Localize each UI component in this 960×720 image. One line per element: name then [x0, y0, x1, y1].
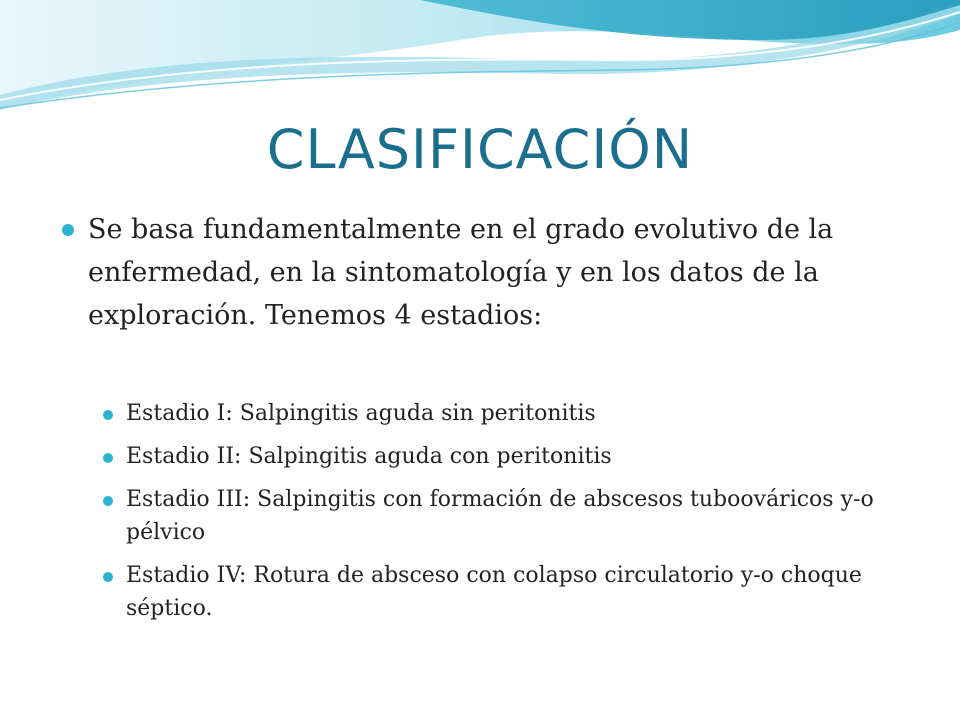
stage-text: Estadio II: Salpingitis aguda con peritonitis: [126, 444, 612, 469]
main-bullet: [60, 208, 910, 337]
bullet-icon: [103, 572, 113, 582]
main-bullet-text: Se basa fundamentalmente en el grado evolutivo de la enfermedad, en la sintomatología y en los datos de la exploración. Tenemos 4 estadios:: [88, 214, 834, 331]
slide-content: [60, 208, 910, 635]
stage-item: [100, 440, 910, 473]
bullet-icon: [103, 496, 113, 506]
bullet-icon: [62, 224, 74, 236]
stage-text: Estadio IV: Rotura de absceso con colapso circulatorio y-o choque séptico.: [126, 563, 862, 621]
stage-item: [100, 397, 910, 430]
slide-title: CLASIFICACIÓN: [266, 118, 694, 181]
bullet-icon: [103, 410, 113, 420]
stage-item: [100, 559, 910, 625]
stage-item: [100, 483, 910, 549]
stage-list: [60, 397, 910, 625]
bullet-icon: [103, 453, 113, 463]
stage-text: Estadio I: Salpingitis aguda sin peritonitis: [126, 401, 596, 426]
stage-text: Estadio III: Salpingitis con formación de abscesos tuboováricos y-o pélvico: [126, 487, 874, 545]
